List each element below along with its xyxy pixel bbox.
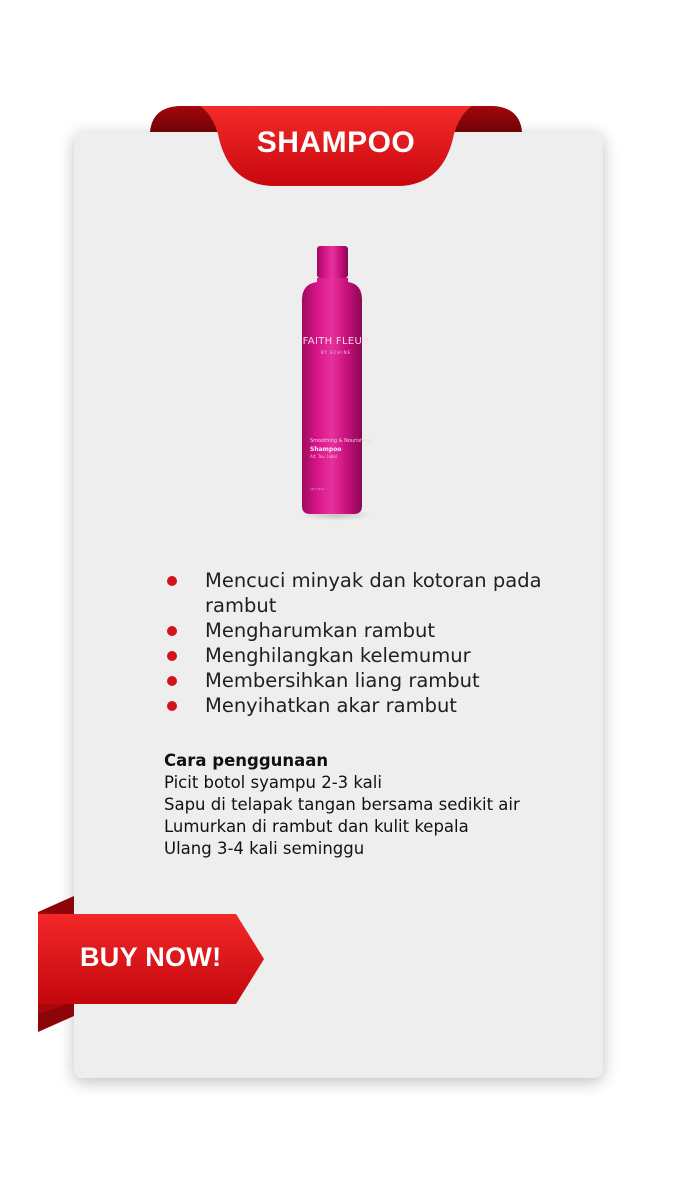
product-label-line: ... (310, 464, 313, 468)
benefit-text: Menyihatkan akar rambut (205, 694, 457, 717)
product-label-line: Shampoo (310, 446, 342, 453)
list-item (165, 618, 565, 643)
product-brand: FAITH FLEUR (302, 336, 370, 347)
page-title: SHAMPOO (256, 126, 416, 159)
usage-step: Lumurkan di rambut dan kulit kepala (164, 817, 469, 836)
product-label-line: Smoothing & Nourishing (310, 438, 372, 444)
benefit-text: Menghilangkan kelemumur (205, 644, 471, 667)
bottle-shape (296, 240, 376, 525)
list-item (165, 668, 565, 693)
bullet-icon (167, 576, 177, 586)
usage-title: Cara penggunaan (164, 751, 329, 770)
benefit-text: Mengharumkan rambut (205, 619, 436, 642)
list-item (165, 568, 565, 618)
buy-now-button[interactable] (38, 896, 268, 1032)
bullet-icon (167, 701, 177, 711)
usage-step: Picit botol syampu 2-3 kali (164, 773, 382, 792)
benefit-text: Mencuci minyak dan kotoran pada rambut (205, 569, 542, 617)
bullet-icon (167, 651, 177, 661)
bullet-icon (167, 626, 177, 636)
shampoo-bottle-image (296, 240, 376, 525)
product-label-line: 16.7 fl oz (310, 487, 324, 491)
title-ribbon (148, 104, 524, 190)
bullet-icon (167, 676, 177, 686)
benefits-list (165, 568, 565, 718)
product-label-line: Alt. Tou. label (310, 454, 337, 459)
usage-section (164, 750, 584, 860)
product-brand-sub: BY ECHINE (320, 350, 352, 355)
benefit-text: Membersihkan liang rambut (205, 669, 480, 692)
buy-now-label[interactable]: BUY NOW! (80, 942, 222, 972)
usage-step: Ulang 3-4 kali seminggu (164, 839, 365, 858)
list-item (165, 643, 565, 668)
list-item (165, 693, 565, 718)
usage-step: Sapu di telapak tangan bersama sedikit air (164, 795, 520, 814)
